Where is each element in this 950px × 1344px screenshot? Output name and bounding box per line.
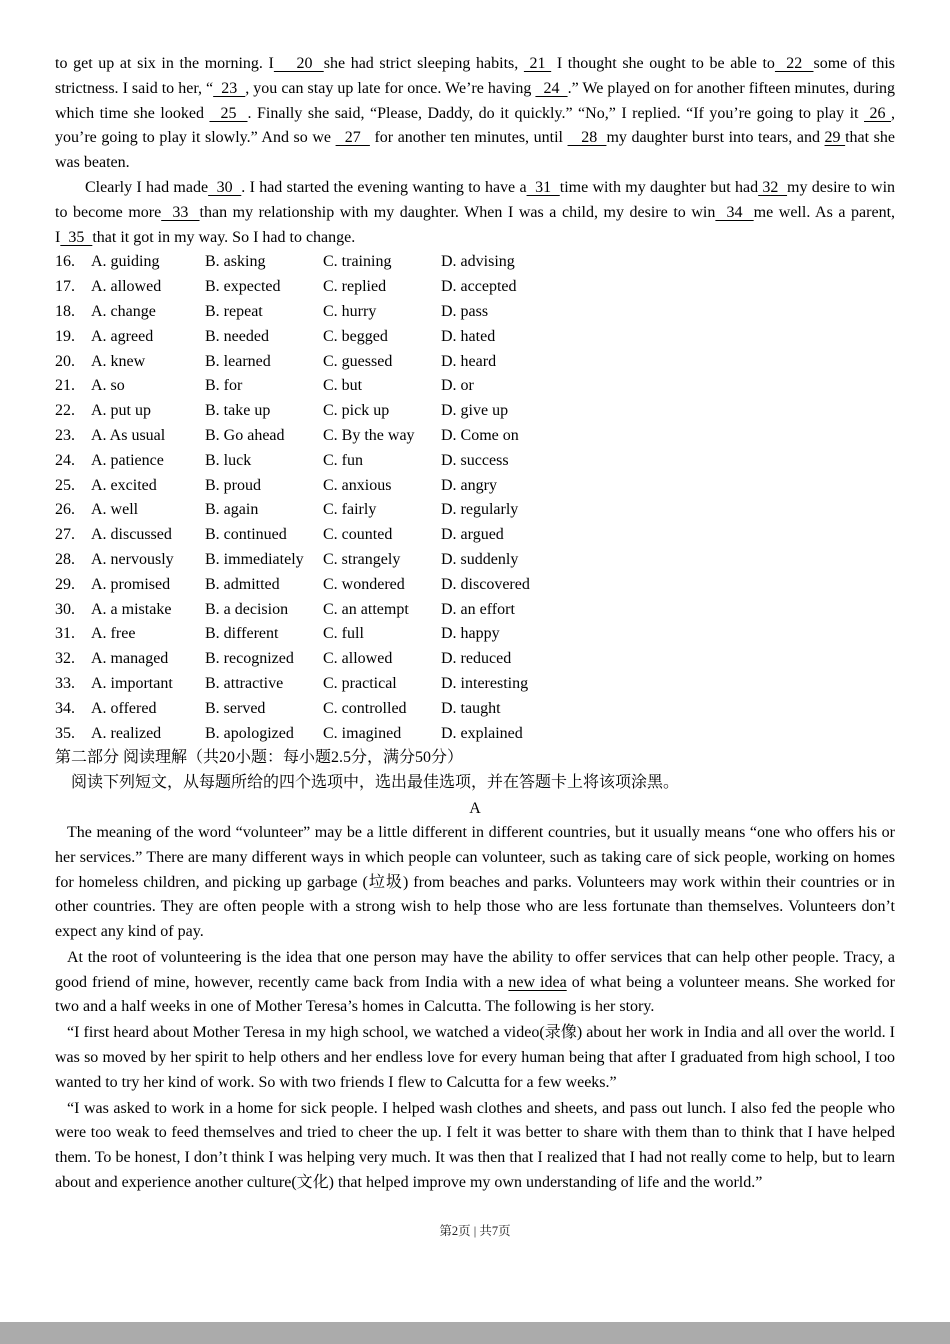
option-d: D. argued (441, 526, 504, 544)
option-a: A. promised (91, 575, 171, 593)
question-number: 32. (55, 650, 75, 668)
cloze-question (55, 523, 895, 548)
option-d: D. angry (441, 476, 497, 494)
cloze-question (55, 275, 895, 300)
option-b: B. Go ahead (205, 426, 285, 444)
option-c: C. fun (323, 451, 363, 469)
text-segment: , you’re going to play it slowly.” And so we (55, 104, 896, 147)
text-segment: “I was asked to work in a home for sick people. I helped wash clothes and sheets, and pass out lunch. I also fed the people who were too weak to feed themselves and tried to cheer the up. I felt it was better to share with them than to think that I have helped them. To be honest, I don’t think I was helping very much. It was then that I realized that I had not really come to help, but to learn about and experience another culture(文化) that helped improve my own understanding of life and the world.” (55, 1099, 895, 1192)
option-b: B. for (205, 377, 243, 395)
page-gap-strip (0, 1322, 950, 1344)
option-c: C. controlled (323, 699, 407, 717)
paragraph (55, 1021, 895, 1095)
option-c: C. pick up (323, 402, 390, 420)
text-segment: my daughter burst into tears, and (606, 129, 825, 147)
text-segment: The meaning of the word “volunteer” may be a little different in different countries, but it usually means “one who offers his or her services.” There are many different ways in which people can volunteer, such as taking care of sick people, working on homes for homeless children, and picking up garbage (垃圾) from beaches and parks. Volunteers may work within their countries or in other countries. They are often people with a strong wish to help those who are less fortunate than themselves. Volunteers don’t expect any kind of pay. (55, 823, 895, 941)
option-c: C. but (323, 377, 363, 395)
option-d: D. advising (441, 253, 515, 271)
paragraph (55, 946, 895, 1020)
option-d: D. success (441, 451, 509, 469)
option-d: D. give up (441, 402, 509, 420)
cloze-question (55, 672, 895, 697)
option-d: D. hated (441, 327, 496, 345)
option-c: C. By the way (323, 426, 415, 444)
option-b: B. admitted (205, 575, 280, 593)
question-number: 18. (55, 302, 75, 320)
option-b: B. take up (205, 402, 271, 420)
question-number: 33. (55, 674, 75, 692)
option-b: B. served (205, 699, 266, 717)
option-a: A. realized (91, 724, 162, 742)
text-segment: . Finally she said, “Please, Daddy, do it quickly.” “No,” I replied. “If you’re going to play it (247, 104, 864, 122)
option-a: A. As usual (91, 426, 166, 444)
text-segment: , you can stay up late for once. We’re having (245, 79, 536, 97)
question-number: 19. (55, 327, 75, 345)
option-c: C. full (323, 625, 364, 643)
option-b: B. a decision (205, 600, 289, 618)
option-d: D. or (441, 377, 474, 395)
text-segment: for another ten minutes, until (369, 129, 568, 147)
option-d: D. explained (441, 724, 523, 742)
question-number: 16. (55, 253, 75, 271)
paragraph (55, 176, 895, 250)
text-segment: “I first heard about Mother Teresa in my high school, we watched a video(录像) about her work in India and all over the world. I was so moved by her spirit to help others and her endless love for every human being that after I graduated from high school, I too wanted to try her kind of work. So with two friends I flew to Calcutta for a few weeks.” (55, 1024, 895, 1091)
option-d: D. accepted (441, 278, 517, 296)
text-segment: . I had started the evening wanting to have a (241, 178, 527, 196)
blank-underline: 21 (523, 55, 552, 72)
cloze-question (55, 722, 895, 747)
cloze-question (55, 474, 895, 499)
option-c: C. practical (323, 674, 397, 692)
blank-underline: 25 (209, 104, 248, 122)
option-d: D. discovered (441, 575, 530, 593)
blank-underline: new idea (508, 973, 567, 991)
option-a: A. nervously (91, 550, 174, 568)
cloze-question (55, 399, 895, 424)
reading-section-heading: 第二部分 阅读理解（共20小题：每小题2.5分，满分50分） (55, 749, 464, 767)
blank-underline: 28 (567, 129, 607, 147)
text-segment: some of this strictness. I said to her, “ (55, 55, 895, 97)
option-d: D. interesting (441, 674, 529, 692)
text-segment: she had strict sleeping habits, (323, 55, 524, 72)
option-a: A. guiding (91, 253, 160, 271)
option-a: A. agreed (91, 327, 154, 345)
option-b: B. asking (205, 253, 266, 271)
cloze-questions (55, 250, 895, 746)
question-number: 25. (55, 476, 75, 494)
option-c: C. allowed (323, 650, 393, 668)
option-b: B. repeat (205, 302, 263, 320)
option-c: C. hurry (323, 302, 377, 320)
cloze-question (55, 350, 895, 375)
passage-label: A (469, 799, 481, 817)
question-number: 29. (55, 575, 75, 593)
blank-underline: 23 (213, 79, 246, 97)
text-segment: .” We played on for another fifteen minutes, during which time she looked (55, 79, 896, 122)
text-segment: me well. As a parent, I (55, 203, 896, 246)
option-a: A. offered (91, 699, 157, 717)
option-a: A. allowed (91, 278, 162, 296)
reading-instruction: 阅读下列短文，从每题所给的四个选项中，选出最佳选项，并在答题卡上将该项涂黑。 (71, 774, 680, 792)
question-number: 34. (55, 699, 75, 717)
cloze-question (55, 374, 895, 399)
blank-underline: 26 (864, 104, 892, 122)
text-segment: time with my daughter but had (559, 178, 759, 196)
option-d: D. Come on (441, 426, 519, 444)
option-d: D. reduced (441, 650, 512, 668)
option-a: A. important (91, 674, 173, 692)
option-c: C. imagined (323, 724, 402, 742)
blank-underline: 32 (758, 178, 788, 196)
option-c: C. wondered (323, 575, 405, 593)
option-d: D. heard (441, 352, 497, 370)
option-b: B. again (205, 501, 259, 519)
option-c: C. an attempt (323, 600, 409, 618)
option-c: C. training (323, 253, 392, 271)
option-b: B. proud (205, 476, 261, 494)
option-c: C. counted (323, 526, 393, 544)
option-a: A. well (91, 501, 139, 519)
option-b: B. luck (205, 451, 252, 469)
option-a: A. excited (91, 476, 157, 494)
option-b: B. apologized (205, 724, 294, 742)
option-c: C. fairly (323, 501, 377, 519)
question-number: 35. (55, 724, 75, 742)
option-d: D. an effort (441, 600, 515, 618)
text-segment: Clearly I had made (85, 178, 209, 196)
cloze-question (55, 598, 895, 623)
question-number: 24. (55, 451, 75, 469)
cloze-question (55, 498, 895, 523)
cloze-question (55, 647, 895, 672)
paragraph (55, 1097, 895, 1196)
paragraph (55, 52, 895, 176)
blank-underline: 34 (715, 203, 754, 221)
option-b: B. attractive (205, 674, 284, 692)
blank-underline: 24 (535, 79, 568, 97)
option-d: D. taught (441, 699, 501, 717)
option-c: C. strangely (323, 550, 401, 568)
reading-passage (55, 821, 895, 1196)
text-segment: than my relationship with my daughter. When I was a child, my desire to win (199, 203, 716, 221)
question-number: 23. (55, 426, 75, 444)
option-d: D. suddenly (441, 550, 519, 568)
text-segment: that she was beaten. (55, 129, 896, 172)
cloze-question (55, 449, 895, 474)
question-number: 27. (55, 526, 75, 544)
option-a: A. patience (91, 451, 164, 469)
option-c: C. anxious (323, 476, 392, 494)
blank-underline: 31 (526, 178, 560, 196)
cloze-question (55, 424, 895, 449)
cloze-question (55, 548, 895, 573)
blank-underline: 20 (273, 55, 324, 72)
option-a: A. managed (91, 650, 169, 668)
text-segment: my desire to win to become more (55, 178, 896, 221)
question-number: 20. (55, 352, 75, 370)
option-d: D. pass (441, 302, 489, 320)
option-a: A. so (91, 377, 125, 395)
option-b: B. learned (205, 352, 271, 370)
option-d: D. happy (441, 625, 500, 643)
option-b: B. different (205, 625, 279, 643)
question-number: 31. (55, 625, 75, 643)
cloze-passage (55, 52, 895, 250)
cloze-question (55, 325, 895, 350)
option-a: A. discussed (91, 526, 172, 544)
blank-underline: 29 (824, 129, 846, 147)
blank-underline: 27 (335, 129, 370, 147)
page-footer: 第2页 | 共7页 (439, 1223, 511, 1238)
question-number: 30. (55, 600, 75, 618)
option-b: B. needed (205, 327, 269, 345)
option-a: A. put up (91, 402, 151, 420)
question-number: 17. (55, 278, 75, 296)
option-a: A. free (91, 625, 136, 643)
blank-underline: 22 (774, 55, 814, 72)
option-b: B. expected (205, 278, 281, 296)
question-number: 21. (55, 377, 75, 395)
paragraph (55, 821, 895, 945)
option-a: A. knew (91, 352, 146, 370)
text-segment: that it got in my way. So I had to change. (92, 228, 356, 246)
cloze-question (55, 300, 895, 325)
cloze-question (55, 250, 895, 275)
cloze-question (55, 573, 895, 598)
text-segment: to get up at six in the morning. I (55, 55, 274, 72)
option-a: A. change (91, 302, 156, 320)
option-a: A. a mistake (91, 600, 172, 618)
cloze-question (55, 697, 895, 722)
option-b: B. continued (205, 526, 287, 544)
option-b: B. recognized (205, 650, 294, 668)
text-segment: of what being a volunteer means. She worked for two and a half weeks in one of Mother Teresa’s homes in Calcutta. The following is her story. (55, 973, 896, 1016)
option-d: D. regularly (441, 501, 519, 519)
question-number: 28. (55, 550, 75, 568)
blank-underline: 33 (161, 203, 200, 221)
cloze-question (55, 622, 895, 647)
option-c: C. replied (323, 278, 387, 296)
question-number: 26. (55, 501, 75, 519)
option-b: B. immediately (205, 550, 304, 568)
blank-underline: 35 (60, 228, 93, 246)
option-c: C. begged (323, 327, 388, 345)
text-segment: At the root of volunteering is the idea that one person may have the ability to offer services that can help other people. Tracy, a good friend of mine, however, recently came back from India with a (55, 948, 895, 991)
option-c: C. guessed (323, 352, 393, 370)
text-segment: I thought she ought to be able to (551, 55, 775, 72)
blank-underline: 30 (208, 178, 242, 196)
question-number: 22. (55, 402, 75, 420)
